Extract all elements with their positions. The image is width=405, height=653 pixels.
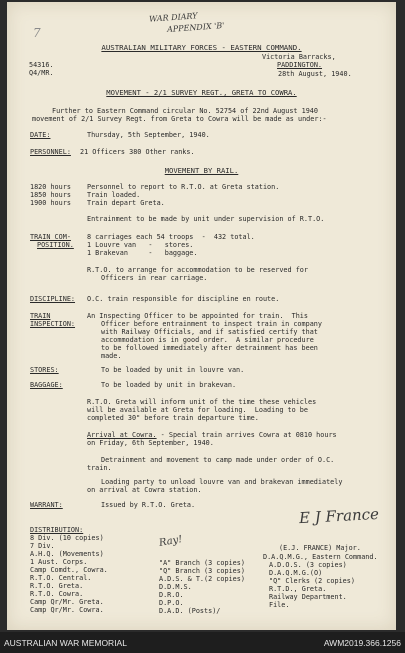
- train-composition-label-1: TRAIN COM-: [30, 233, 71, 241]
- rto-greta-line: will be available at Greta for loading. Loading to be: [87, 406, 308, 414]
- distribution-col1-item: R.T.O. Greta.: [30, 582, 84, 590]
- rto-greta-line: R.T.O. Greta will inform unit of the time these vehicles: [87, 398, 317, 406]
- train-composition-line: 1 Brakevan - baggage.: [87, 249, 198, 257]
- baggage-value: To be loaded by unit in brakevan.: [101, 381, 237, 389]
- distribution-col1-item: 7 Div.: [30, 542, 55, 550]
- rto-greta-line: completed 30" before train departure time.: [87, 414, 259, 422]
- inspection-line: Officer before entrainment to inspect train in company: [101, 320, 322, 328]
- timetable-text: Train loaded.: [87, 191, 141, 199]
- distribution-col3-item: A.D.O.S. (3 copies): [269, 561, 347, 569]
- distribution-col2-item: D.D.M.S.: [159, 583, 192, 591]
- distribution-col2-item: "Q" Branch (3 copies): [159, 567, 245, 575]
- discipline-value: O.C. train responsible for discipline en route.: [87, 295, 280, 303]
- distribution-col3-item: File.: [269, 601, 290, 609]
- distribution-col2-item: "A" Branch (3 copies): [159, 559, 245, 567]
- train-composition-line: 1 Louvre van - stores.: [87, 241, 194, 249]
- arrival-line-2: on Friday, 6th September, 1940.: [87, 439, 214, 447]
- inspection-line: accommodation is in good order. A similar procedure: [101, 336, 314, 344]
- handwritten-signature: E J France: [298, 504, 380, 528]
- inspection-line: An Inspecting Officer to be appointed for train. This: [87, 312, 308, 320]
- personnel-label: PERSONNEL:: [30, 148, 71, 156]
- arrival-line-1: [87, 431, 337, 439]
- distribution-col2-item: D.A.D. (Posts)/: [159, 607, 221, 615]
- personnel-value: 21 Officers 380 Other ranks.: [80, 148, 195, 156]
- inspection-label-1: TRAIN: [30, 312, 51, 320]
- baggage-label: BAGGAGE:: [30, 381, 63, 389]
- document-page: [7, 2, 396, 630]
- distribution-col1-item: 1 Aust. Corps.: [30, 558, 88, 566]
- warrant-label: WARRANT:: [30, 501, 63, 509]
- handwritten-initials: Ray!: [158, 534, 184, 549]
- distribution-col1-item: R.T.O. Central.: [30, 574, 92, 582]
- arrival-text: - Special train arrives Cowra at 0810 hours: [156, 431, 337, 439]
- train-composition-label-2: POSITION.: [37, 241, 74, 249]
- rail-heading: MOVEMENT BY RAIL.: [164, 166, 239, 175]
- timetable-time: 1850 hours: [30, 191, 71, 199]
- distribution-col3-item: D.A.Q.M.G.(O): [269, 569, 323, 577]
- footer-institution: AUSTRALIAN WAR MEMORIAL: [4, 638, 127, 648]
- distribution-col3-item: "Q" Clerks (2 copies): [269, 577, 355, 585]
- archive-footer-bar: [0, 632, 405, 653]
- stores-label: STORES:: [30, 366, 59, 374]
- stores-value: To be loaded by unit in louvre van.: [101, 366, 245, 374]
- handwritten-corner-mark: 7: [33, 26, 41, 40]
- inspection-line: with Railway Officials, and if satisfied certify that: [101, 328, 318, 336]
- distribution-col1-item: R.T.O. Cowra.: [30, 590, 84, 598]
- distribution-col3-item: D.A.Q.M.G., Eastern Command.: [263, 553, 378, 561]
- letter-date: 28th August, 1940.: [278, 70, 352, 78]
- inspection-label-2: INSPECTION:: [30, 320, 76, 328]
- accommodation-line-1: R.T.O. to arrange for accommodation to be reserved for: [87, 266, 308, 274]
- letterhead-address-2: PADDINGTON.: [277, 61, 323, 69]
- subject-line: MOVEMENT - 2/1 SURVEY REGT., GRETA TO COWRA.: [106, 88, 297, 97]
- handwritten-war-diary: WAR DIARY: [148, 11, 198, 24]
- distribution-col1-item: Camp Comdt., Cowra.: [30, 566, 108, 574]
- letterhead-address-1: Victoria Barracks,: [262, 53, 336, 61]
- arrival-label: Arrival at Cowra.: [87, 431, 157, 439]
- distribution-col2-item: D.P.O.: [159, 599, 184, 607]
- timetable-text: Train depart Greta.: [87, 199, 165, 207]
- entrainment-note: Entrainment to be made by unit under supervision of R.T.O.: [87, 215, 325, 223]
- inspection-line: to be followed immediately after detrainment has been: [101, 344, 318, 352]
- signatory-block: (E.J. FRANCE) Major.: [279, 544, 361, 552]
- inspection-line: made.: [101, 352, 122, 360]
- distribution-col2-item: D.R.O.: [159, 591, 184, 599]
- discipline-label: DISCIPLINE:: [30, 295, 76, 303]
- distribution-col2-item: A.D.S. & T.(2 copies): [159, 575, 245, 583]
- warrant-value: Issued by R.T.O. Greta.: [101, 501, 196, 509]
- timetable-time: 1900 hours: [30, 199, 71, 207]
- file-reference-2: Q4/MR.: [29, 69, 54, 77]
- footer-accession-number: AWM2019.366.1256: [323, 638, 401, 648]
- timetable-text: Personnel to report to R.T.O. at Greta station.: [87, 183, 280, 191]
- distribution-col1-item: A.H.Q. (Movements): [30, 550, 104, 558]
- distribution-heading: DISTRIBUTION:: [30, 526, 84, 534]
- distribution-col1-item: Camp Qr/Mr. Cowra.: [30, 606, 104, 614]
- file-reference-1: 54316.: [29, 61, 54, 69]
- loading-party-line: Loading party to unload louvre van and brakevan immediately: [101, 478, 343, 486]
- distribution-col1-item: Camp Qr/Mr. Greta.: [30, 598, 104, 606]
- detrainment-line: Detrainment and movement to camp made under order of O.C.: [101, 456, 335, 464]
- handwritten-appendix: APPENDIX 'B': [166, 21, 225, 34]
- date-label: DATE:: [30, 131, 51, 139]
- distribution-col1-item: 8 Div. (10 copies): [30, 534, 104, 542]
- intro-line-1: Further to Eastern Command circular No. 52754 of 22nd August 1940: [52, 107, 318, 115]
- loading-party-line: on arrival at Cowra station.: [87, 486, 202, 494]
- letterhead-org: AUSTRALIAN MILITARY FORCES - EASTERN COMMAND.: [101, 43, 302, 52]
- timetable-time: 1820 hours: [30, 183, 71, 191]
- distribution-col3-item: R.T.D., Greta.: [269, 585, 327, 593]
- distribution-col3-item: Railway Department.: [269, 593, 347, 601]
- intro-line-2: movement of 2/1 Survey Regt. from Greta to Cowra will be made as under:-: [32, 115, 327, 123]
- train-composition-line: 8 carriages each 54 troops - 432 total.: [87, 233, 255, 241]
- date-value: Thursday, 5th September, 1940.: [87, 131, 210, 139]
- detrainment-line: train.: [87, 464, 112, 472]
- accommodation-line-2: Officers in rear carriage.: [101, 274, 208, 282]
